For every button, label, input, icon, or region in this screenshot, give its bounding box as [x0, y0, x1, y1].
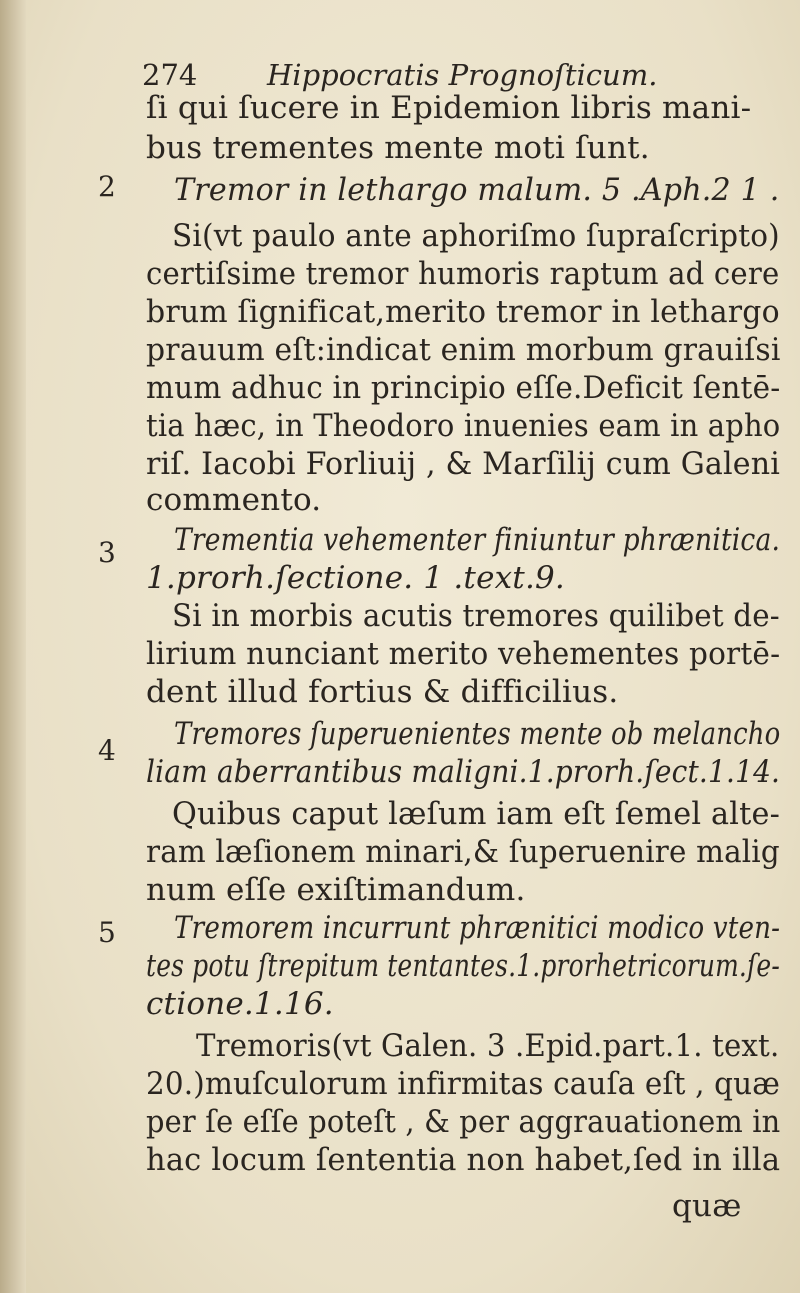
section-heading: ctione.1.16.	[146, 986, 334, 1022]
text-line: 20.)muſculorum infirmitas cauſa eſt , quæ	[146, 1066, 781, 1102]
text-line: num eſſe exiſtimandum.	[146, 872, 526, 908]
text-line: per ſe eſſe poteſt , & per aggrauationem in	[146, 1104, 781, 1140]
section-heading: 1.prorh.ſectione. 1 .text.9.	[146, 560, 565, 596]
text-line: certiſsime tremor humoris raptum ad cere	[146, 256, 780, 292]
text-line: lirium nunciant merito vehementes portē-	[146, 636, 781, 672]
section-heading: tes potu ſtrepitum tentantes.1.prorhetricorum.ſe-	[146, 948, 780, 984]
text-line: Tremoris(vt Galen. 3 .Epid.part.1. text.	[196, 1028, 780, 1064]
margin-number: 4	[98, 734, 116, 767]
margin-number: 3	[98, 536, 116, 569]
text-line: ſi qui ſucere in Epidemion libris mani-	[146, 90, 752, 126]
text-line: bus trementes mente moti ſunt.	[146, 130, 650, 166]
text-line: brum ſignificat,merito tremor in lethargo	[146, 294, 780, 330]
text-line: mum adhuc in principio eſſe.Deficit ſentē-	[146, 370, 781, 406]
text-line: Si in morbis acutis tremores quilibet de-	[172, 598, 780, 634]
text-line: riſ. Iacobi Forliuij , & Marſilij cum Galeni	[146, 446, 781, 482]
text-line: dent illud fortius & difficilius.	[146, 674, 619, 710]
section-heading: liam aberrantibus maligni.1.prorh.ſect.1.14.	[146, 754, 781, 790]
page-gutter	[0, 0, 26, 1293]
section-heading: Trementia vehementer finiuntur phrænitica.	[174, 522, 781, 558]
text-line: Si(vt paulo ante aphoriſmo ſupraſcripto)	[172, 218, 780, 254]
text-line: commento.	[146, 482, 322, 518]
section-heading: Tremores ſuperuenientes mente ob melancho	[174, 716, 781, 752]
text-line: ram læſionem minari,& ſuperuenire malig	[146, 834, 780, 870]
running-title: Hippocratis Prognoſticum.	[267, 58, 658, 92]
margin-number: 2	[98, 170, 116, 203]
section-heading: Tremorem incurrunt phrænitici modico vten-	[174, 910, 781, 946]
catchword: quæ	[672, 1188, 742, 1224]
margin-number: 5	[98, 916, 116, 949]
text-line: hac locum ſententia non habet,ſed in illa	[146, 1142, 781, 1178]
text-line: Quibus caput læſum iam eſt ſemel alte-	[172, 796, 781, 832]
page-number: 274	[142, 58, 198, 92]
text-line: prauum eſt:indicat enim morbum grauiſsi	[146, 332, 781, 368]
section-heading: Tremor in lethargo malum. 5 .Aph.2 1 .	[174, 172, 780, 208]
text-line: tia hæc, in Theodoro inuenies eam in apho	[146, 408, 781, 444]
